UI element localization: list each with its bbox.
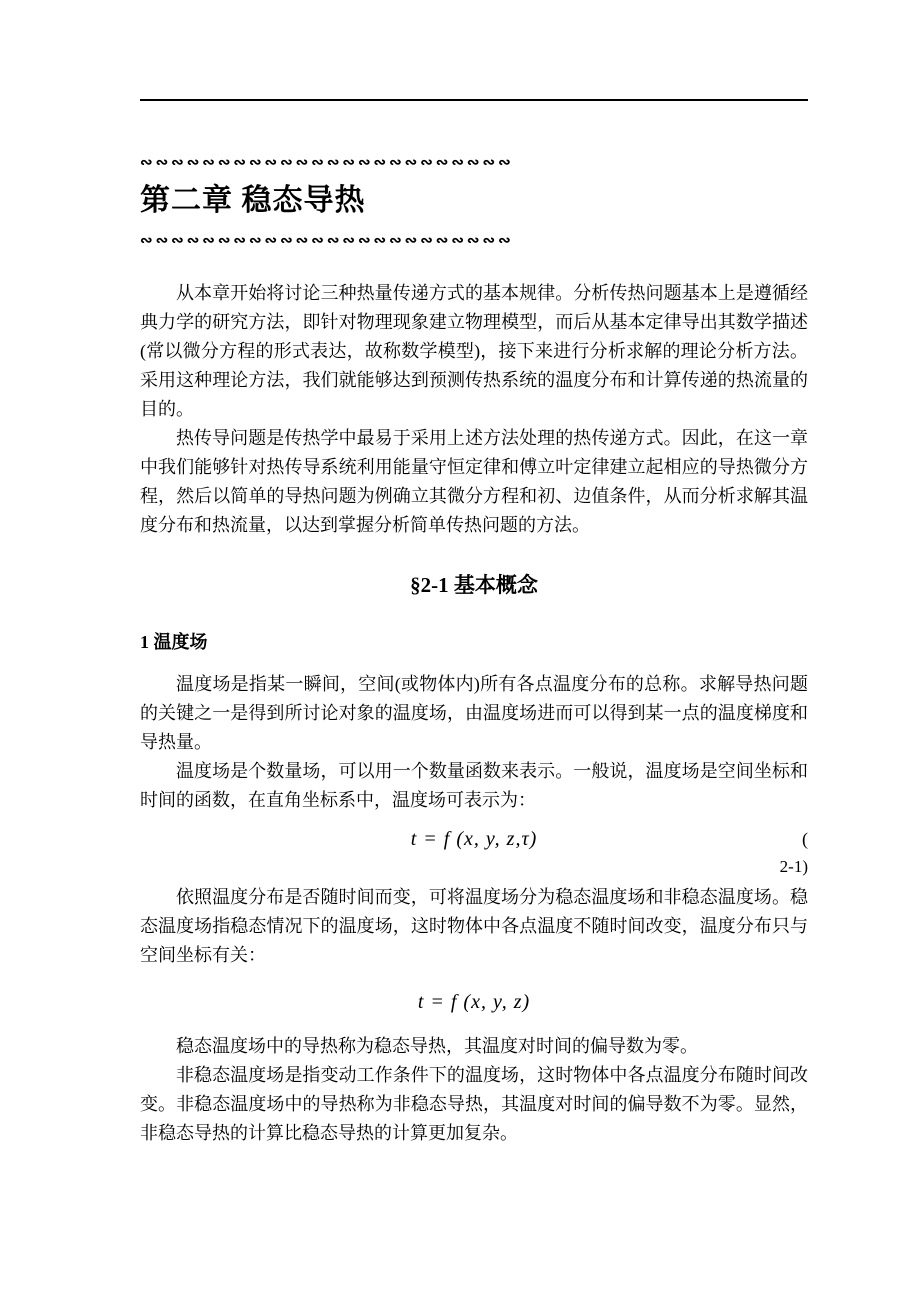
chapter-title: 第二章 稳态导热 [140,184,366,217]
subsection-heading-temperature-field: 1 温度场 [140,632,208,652]
equation-1-number: 2-1) [779,857,808,876]
closing-paragraph-2: 非稳态温度场是指变动工作条件下的温度场，这时物体中各点温度分布随时间改变。非稳态温度场中的导热称为非稳态导热，其温度对时间的偏导数不为零。显然，非稳态导热的计算比稳态导热的计算更加复杂。 [140,1065,808,1143]
page-content [140,0,808,1148]
ornament-divider-top: ∾∾∾∾∾∾∾∾∾∾∾∾∾∾∾∾∾∾∾∾∾∾∾∾ [140,155,514,171]
intro-paragraph-2: 热传导问题是传热学中最易于采用上述方法处理的热传递方式。因此，在这一章中我们能够针对热传导系统利用能量守恒定律和傅立叶定律建立起相应的导热微分方程，然后以简单的导热问题为例确立其微分方程和初、边值条件，从而分析求解其温度分布和热流量，以达到掌握分析简单传热问题的方法。 [140,428,808,535]
temperature-field-paragraph-2: 温度场是个数量场，可以用一个数量函数来表示。一般说，温度场是空间坐标和时间的函数，在直角坐标系中，温度场可表示为： [140,761,808,810]
equation-2: t = f (x, y, z) [417,991,531,1013]
equation-1: t = f (x, y, z,τ) [410,828,538,850]
closing-paragraph-1: 稳态温度场中的导热称为稳态导热，其温度对时间的偏导数为零。 [176,1036,698,1056]
equation-1-open-paren: ( [802,829,808,849]
equation-1-row [140,823,808,855]
temperature-field-paragraph-1: 温度场是指某一瞬间，空间(或物体内)所有各点温度分布的总称。求解导热问题的关键之一是得到所讨论对象的温度场，由温度场进而可以得到某一点的温度梯度和导热量。 [140,674,808,752]
steady-state-paragraph: 依照温度分布是否随时间而变，可将温度场分为稳态温度场和非稳态温度场。稳态温度场指稳态情况下的温度场，这时物体中各点温度不随时间改变，温度分布只与空间坐标有关： [140,887,808,965]
equation-2-row [140,986,808,1018]
ornament-divider-bottom: ∾∾∾∾∾∾∾∾∾∾∾∾∾∾∾∾∾∾∾∾∾∾∾∾ [140,233,514,249]
intro-paragraph-1: 从本章开始将讨论三种热量传递方式的基本规律。分析传热问题基本上是遵循经典力学的研究方法，即针对物理现象建立物理模型，而后从基本定律导出其数学描述(常以微分方程的形式表达，故称数学模型)，接下来进行分析求解的理论分析方法。采用这种理论方法，我们就能够达到预测传热系统的温度分布和计算传递的热流量的目的。 [140,283,808,419]
header-rule [140,99,808,101]
section-heading: §2-1 基本概念 [410,573,538,597]
